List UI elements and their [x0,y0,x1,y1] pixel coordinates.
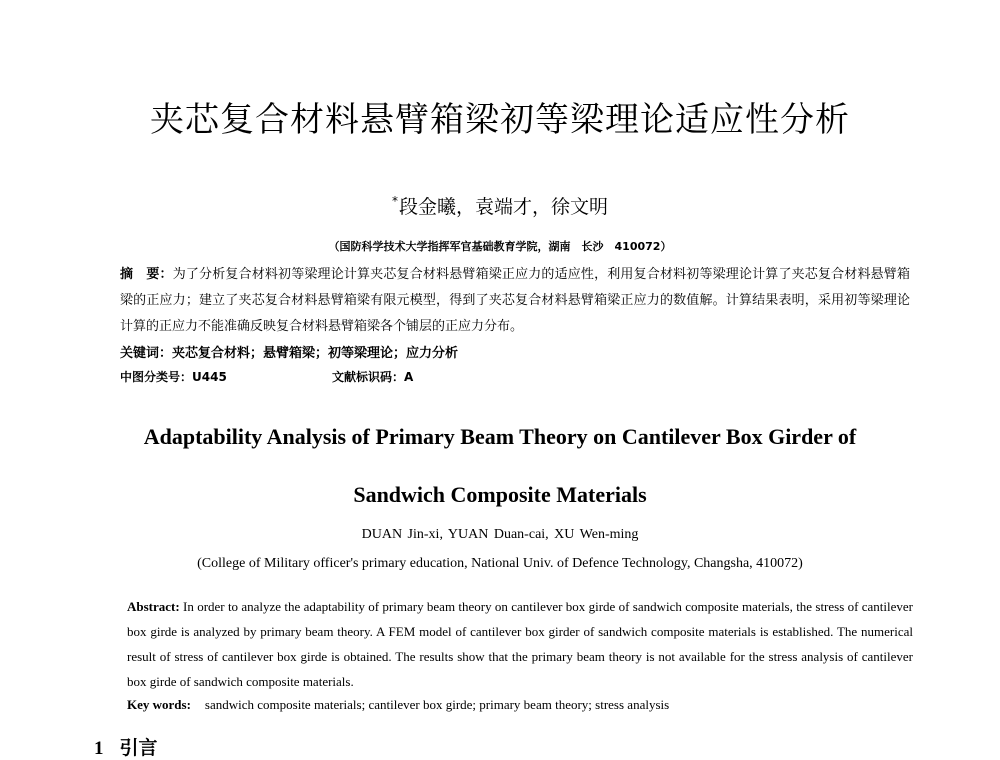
chinese-title: 夹芯复合材料悬臂箱梁初等梁理论适应性分析 [150,100,850,140]
english-abstract [127,594,913,694]
english-affiliation: (College of Military officer's primary education, National Univ. of Defence Technology, Changsha, 410072) [197,556,803,571]
english-keywords [127,697,913,713]
chinese-authors [0,192,1000,219]
chinese-keywords-label: 关键词： [120,346,173,361]
chinese-author-names: 段金曦，袁端才，徐文明 [398,196,608,218]
doc-code-value: A [404,370,414,384]
clc-code: U445 [192,370,227,384]
chinese-abstract-text: 为了分析复合材料初等梁理论计算夹芯复合材料悬臂箱梁正应力的适应性，利用复合材料初等梁理论计算了夹芯复合材料悬臂箱梁的正应力；建立了夹芯复合材料悬臂箱梁有限元模型，得到了夹芯复合材料悬臂箱梁正应力的数值解。计算结果表明，采用初等梁理论计算的正应力不能准确反映复合材料悬臂箱梁各个铺层的正应力分布。 [120,267,910,334]
english-keywords-text: sandwich composite materials; cantilever box girde; primary beam theory; stress analysis [204,697,670,712]
doc-label: 文献标识码： [332,370,405,384]
chinese-keywords [120,342,910,361]
clc-label: 中图分类号： [120,370,193,384]
section-title: 引言 [119,737,158,759]
section-heading [94,733,158,760]
english-authors: DUAN Jin-xi, YUAN Duan-cai, XU Wen-ming [361,527,639,542]
chinese-abstract [120,262,910,340]
english-abstract-text: In order to analyze the adaptability of primary beam theory on cantilever box girde of sandwich composite materials, the stress of cantilever box girde is analyzed by primary beam theory. A FEM model of cantilever box girder of sandwich composite materials is established. The numerical result of stress of cantilever box girde is obtained. The results show that the primary beam theory is not available for the stress analysis of cantilever box girde of sandwich composite materials. [127,599,913,689]
author-mark: * [391,194,398,208]
section-number: 1 [94,738,104,759]
document-code [332,368,413,385]
chinese-affiliation: （国防科学技术大学指挥军官基础教育学院，湖南 长沙 410072） [328,240,672,253]
classification-line [120,368,910,385]
english-title-line2: Sandwich Composite Materials [353,482,647,507]
english-title-line1: Adaptability Analysis of Primary Beam Theory on Cantilever Box Girder of [143,424,857,449]
chinese-keywords-text: 夹芯复合材料；悬臂箱梁；初等梁理论；应力分析 [172,346,459,361]
chinese-abstract-label: 摘 要： [120,267,173,282]
english-abstract-label: Abstract: [127,599,180,614]
english-keywords-label: Key words: [127,697,191,712]
